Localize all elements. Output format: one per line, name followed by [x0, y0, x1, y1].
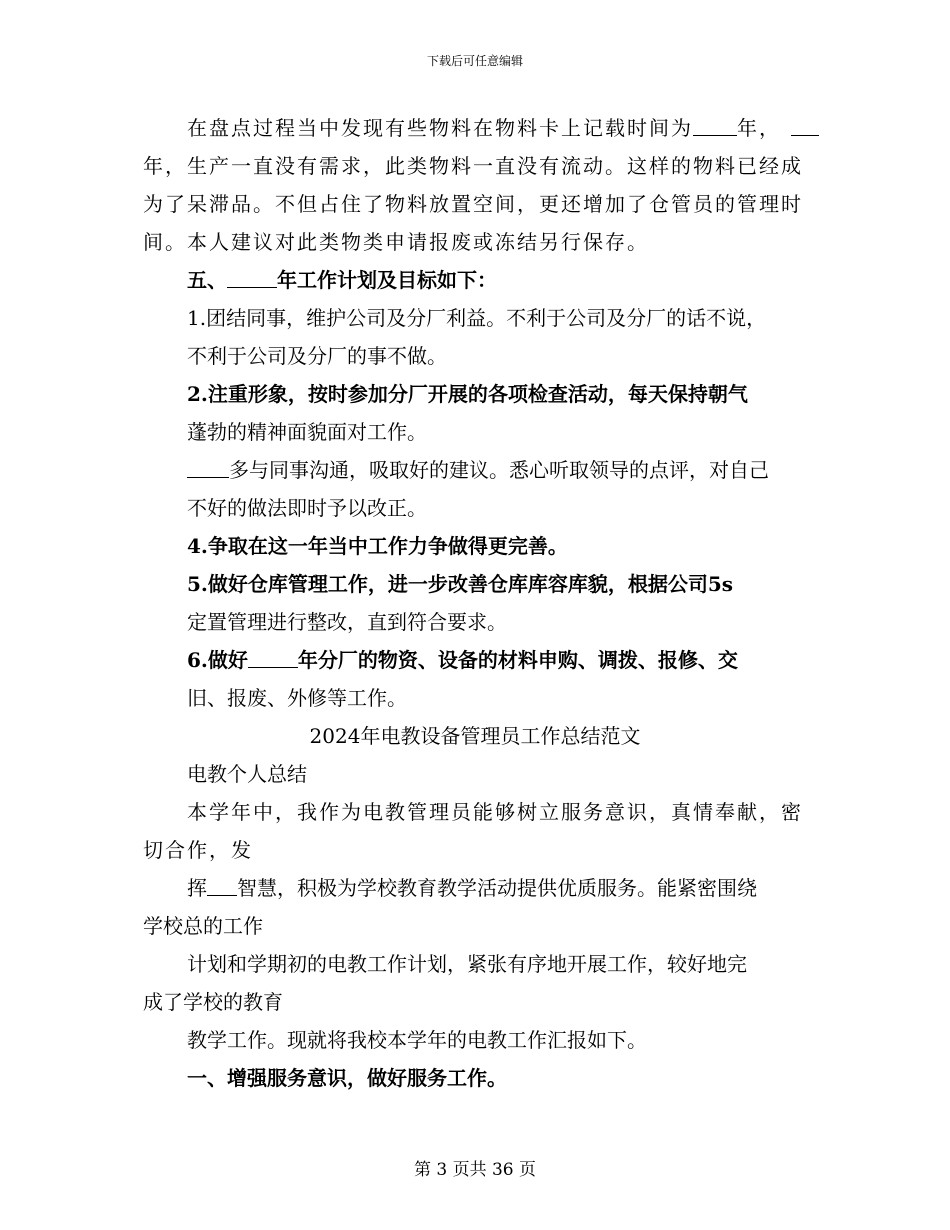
- list-item-line: 不利于公司及分厂的事不做。: [187, 344, 447, 368]
- list-item-line: 4.争取在这一年当中工作力争做得更完善。: [187, 534, 568, 558]
- text-run: 6.做好: [187, 648, 248, 672]
- subtitle: 电教个人总结: [187, 762, 307, 786]
- list-item-line: 定置管理进行整改，直到符合要求。: [187, 610, 507, 634]
- blank-underline: [187, 457, 229, 478]
- blank-underline: [227, 267, 277, 288]
- text-run: 年，: [737, 116, 781, 140]
- paragraph-line: 计划和学期初的电教工作计划，紧张有序地开展工作，较好地完: [187, 952, 747, 976]
- list-item-line: 1.团结同事，维护公司及分厂利益。不利于公司及分厂的话不说，: [187, 306, 767, 330]
- paragraph-line: 切合作，发: [143, 838, 253, 862]
- paragraph-line: 成了学校的教育: [143, 990, 283, 1014]
- list-item-line: 旧、报废、外修等工作。: [187, 686, 407, 710]
- text-run: 挥: [187, 876, 207, 900]
- text-run: 在盘点过程当中发现有些物料在物料卡上记载时间为: [187, 116, 693, 140]
- paragraph-line: [187, 114, 819, 142]
- list-item-line: 蓬勃的精神面貌面对工作。: [187, 420, 427, 444]
- page-header: 下载后可任意编辑: [426, 54, 523, 68]
- section-heading: [187, 266, 497, 294]
- list-item-line: 2.注重形象，按时参加分厂开展的各项检查活动，每天保持朝气: [187, 382, 748, 406]
- page-footer: 第 3 页共 36 页: [413, 1160, 537, 1180]
- list-item-line: 不好的做法即时予以改正。: [187, 496, 427, 520]
- blank-underline: [207, 875, 237, 896]
- paragraph-line: 为了呆滞品。不但占住了物料放置空间，更还增加了仓管员的管理时: [143, 192, 803, 216]
- paragraph-line: [187, 874, 757, 902]
- paragraph-line: 间。本人建议对此类物类申请报废或冻结另行保存。: [143, 230, 649, 254]
- blank-underline: [791, 115, 819, 136]
- text-run: 年工作计划及目标如下：: [277, 268, 497, 292]
- text-run: 五、: [187, 268, 227, 292]
- paragraph-line: 本学年中，我作为电教管理员能够树立服务意识，真情奉献，密: [187, 800, 803, 824]
- paragraph-line: 学校总的工作: [143, 914, 263, 938]
- list-item-line: [187, 456, 769, 484]
- list-item-line: [187, 646, 738, 674]
- text-run: 多与同事沟通，吸取好的建议。悉心听取领导的点评，对自己: [229, 458, 769, 482]
- text-run: 年分厂的物资、设备的材料申购、调拨、报修、交: [297, 648, 738, 672]
- section-heading: 一、增强服务意识，做好服务工作。: [187, 1066, 507, 1090]
- blank-underline: [248, 647, 298, 668]
- document-title: 2024年电教设备管理员工作总结范文: [309, 724, 641, 748]
- blank-underline: [693, 115, 737, 136]
- text-run: 智慧，积极为学校教育教学活动提供优质服务。能紧密围绕: [237, 876, 757, 900]
- paragraph-line: 年，生产一直没有需求，此类物料一直没有流动。这样的物料已经成: [143, 154, 803, 178]
- list-item-line: 5.做好仓库管理工作，进一步改善仓库库容库貌，根据公司5s: [187, 572, 734, 596]
- paragraph-line: 教学工作。现就将我校本学年的电教工作汇报如下。: [187, 1028, 647, 1052]
